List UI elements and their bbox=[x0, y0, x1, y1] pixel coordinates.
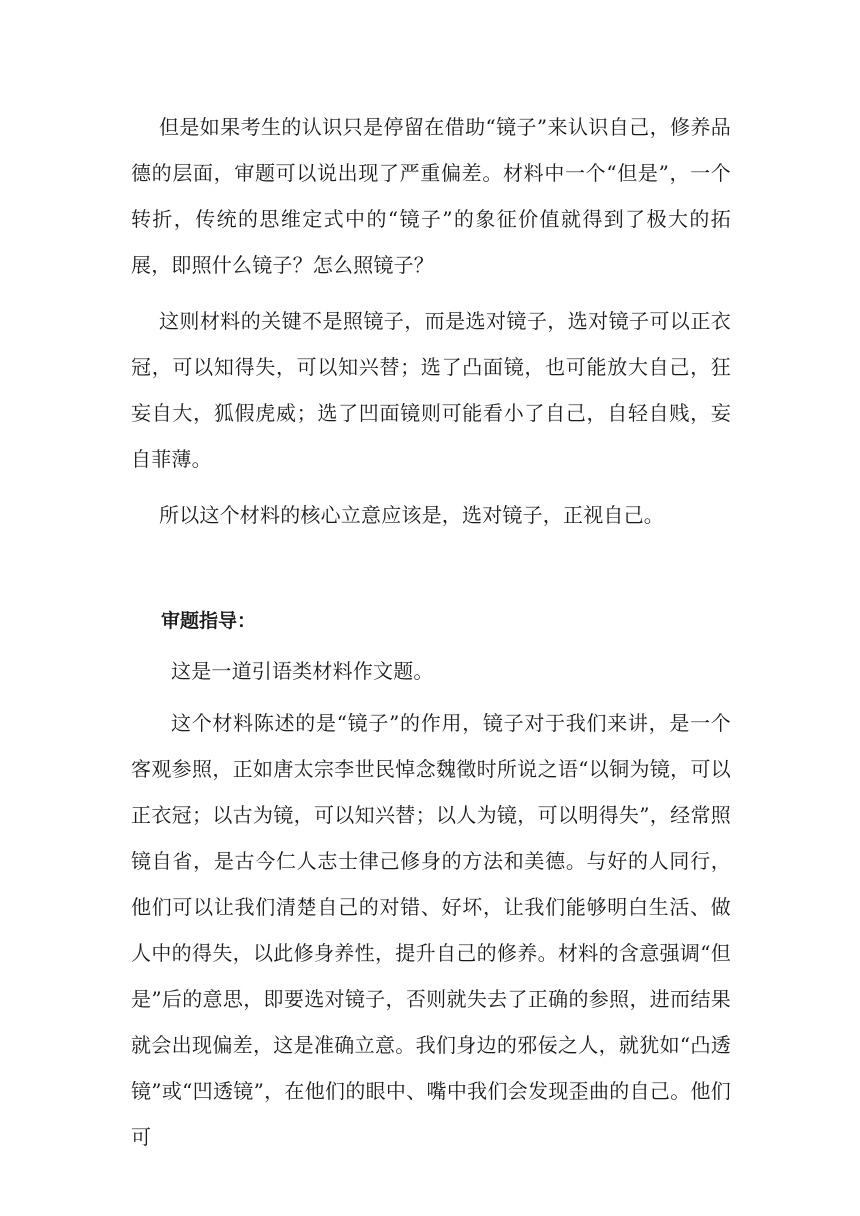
section-heading: 审题指导： bbox=[161, 610, 257, 632]
guidance-paragraph: 这是一道引语类材料作文题。 bbox=[171, 659, 434, 683]
body-paragraph: 所以这个材料的核心立意应该是，选对镜子，正视自己。 bbox=[159, 503, 664, 527]
document-page bbox=[131, 104, 731, 1149]
body-paragraph: 这则材料的关键不是照镜子，而是选对镜子，选对镜子可以正衣冠，可以知得失，可以知兴替；选了凸面镜，也可能放大自己，狂妄自大，狐假虎威；选了凹面镜则可能看小了自己，自轻自贱，妄自菲薄。 bbox=[131, 309, 731, 471]
body-paragraph: 但是如果考生的认识只是停留在借助“镜子”来认识自己，修养品德的层面，审题可以说出现了严重偏差。材料中一个“但是”，一个转折，传统的思维定式中的“镜子”的象征价值就得到了极大的拓展，即照什么镜子？怎么照镜子？ bbox=[131, 115, 731, 277]
guidance-paragraph: 这个材料陈述的是“镜子”的作用，镜子对于我们来讲，是一个客观参照，正如唐太宗李世民悼念魏徵时所说之语“以铜为镜，可以正衣冠；以古为镜，可以知兴替；以人为镜，可以明得失”，经常照镜自省，是古今仁人志士律己修身的方法和美德。与好的人同行，他们可以让我们清楚自己的对错、好坏，让我们能够明白生活、做人中的得失，以此修身养性，提升自己的修养。材料的含意强调“但是”后的意思，即要选对镜子，否则就失去了正确的参照，进而结果就会出现偏差，这是准确立意。我们身边的邪佞之人，就犹如“凸透镜”或“凹透镜”，在他们的眼中、嘴中我们会发现歪曲的自己。他们可 bbox=[131, 711, 731, 1149]
